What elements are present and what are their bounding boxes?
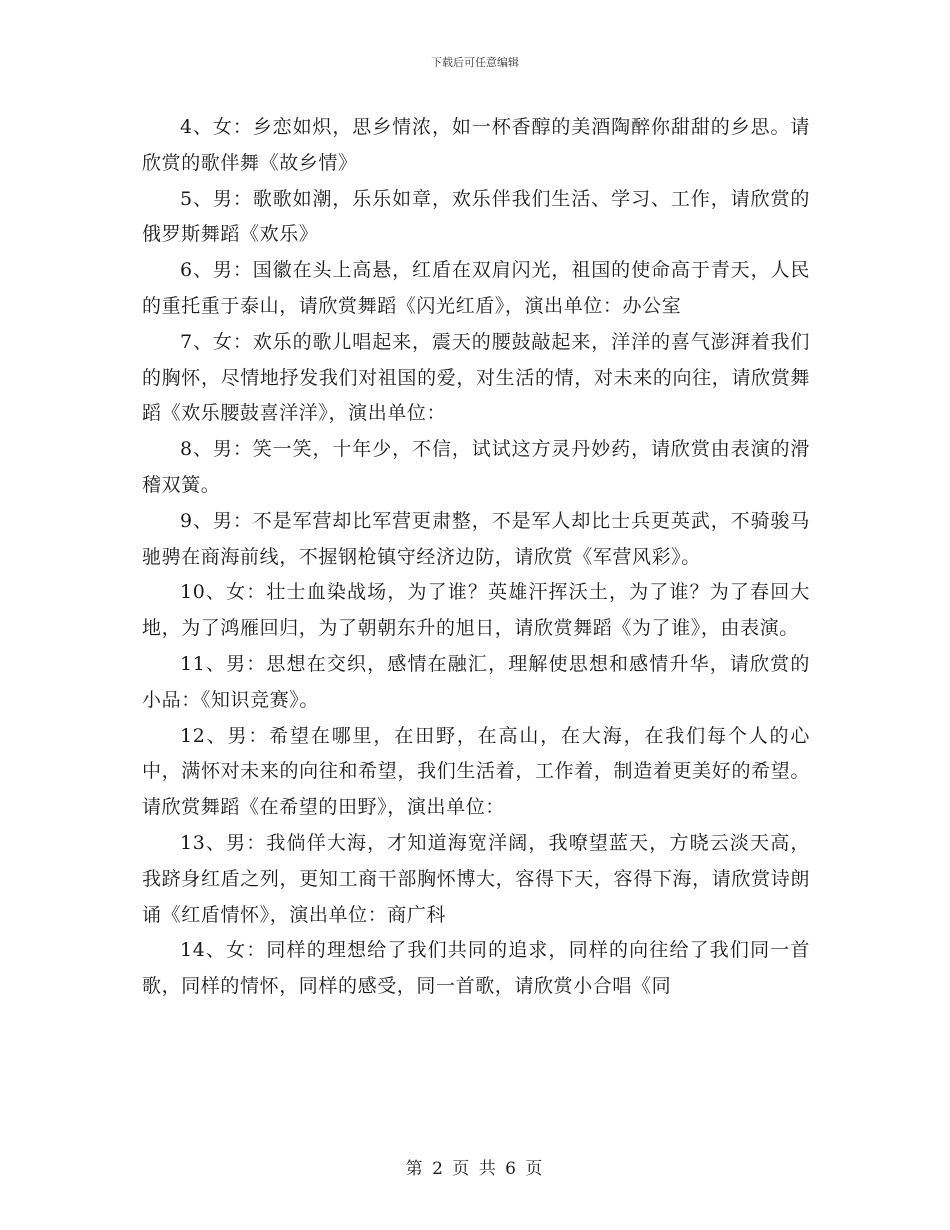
paragraph: 13、男：我倘佯大海，才知道海宽洋阔，我嘹望蓝天，方晓云淡天高，我跻身红盾之列，更知工商干部胸怀博大，容得下天，容得下海，请欣赏诗朗诵《红盾情怀》，演出单位：商广科: [142, 831, 810, 926]
paragraph: 11、男：思想在交织，感情在融汇，理解使思想和感情升华，请欣赏的小品：《知识竞赛》。: [142, 652, 810, 711]
page-footer: 第 2 页 共 6 页: [405, 1159, 545, 1179]
paragraph: 8、男：笑一笑，十年少，不信，试试这方灵丹妙药，请欣赏由表演的滑稽双簧。: [142, 438, 810, 496]
paragraph: 6、男：国徽在头上高悬，红盾在双肩闪光，祖国的使命高于青天，人民的重托重于泰山，请欣赏舞蹈《闪光红盾》，演出单位：办公室: [142, 259, 810, 317]
paragraph: 7、女：欢乐的歌儿唱起来，震天的腰鼓敲起来，洋洋的喜气澎湃着我们的胸怀，尽情地抒发我们对祖国的爱，对生活的情，对未来的向往，请欣赏舞蹈《欢乐腰鼓喜洋洋》，演出单位：: [142, 330, 810, 425]
paragraph: 4、女：乡恋如炽，思乡情浓，如一杯香醇的美酒陶醉你甜甜的乡思。请欣赏的歌伴舞《故乡情》: [142, 116, 810, 174]
paragraph: 14、女：同样的理想给了我们共同的追求，同样的向往给了我们同一首歌，同样的情怀，同样的感受，同一首歌，请欣赏小合唱《同: [142, 939, 810, 998]
paragraph: 9、男：不是军营却比军营更肃整，不是军人却比士兵更英武，不骑骏马驰骋在商海前线，不握钢枪镇守经济边防，请欣赏《军营风彩》。: [142, 509, 810, 568]
paragraph: 5、男：歌歌如潮，乐乐如章，欢乐伴我们生活、学习、工作，请欣赏的俄罗斯舞蹈《欢乐》: [142, 187, 810, 246]
paragraph: 10、女：壮士血染战场，为了谁？英雄汗挥沃土，为了谁？为了春回大地，为了鸿雁回归，为了朝朝东升的旭日，请欣赏舞蹈《为了谁》，由表演。: [142, 581, 810, 640]
page-header: 下载后可任意编辑: [431, 56, 519, 69]
document-body: [142, 110, 810, 1005]
paragraph: 12、男：希望在哪里，在田野，在高山，在大海，在我们每个人的心中，满怀对未来的向往和希望，我们生活着，工作着，制造着更美好的希望。请欣赏舞蹈《在希望的田野》，演出单位：: [142, 724, 810, 819]
